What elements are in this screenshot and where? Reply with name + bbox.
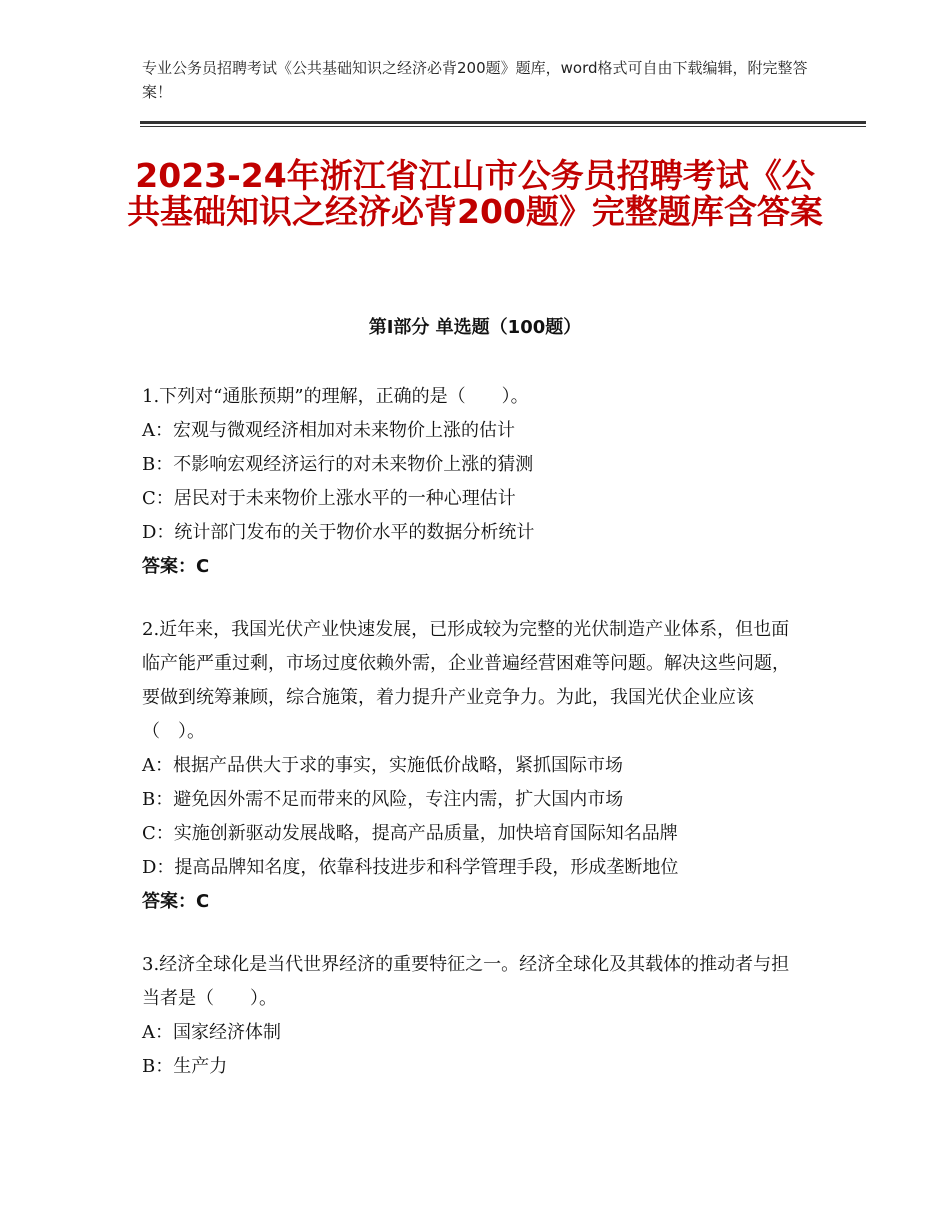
option-a: A：宏观与微观经济相加对未来物价上涨的估计 — [142, 420, 515, 441]
option-c: C：居民对于未来物价上涨水平的一种心理估计 — [142, 488, 516, 509]
option-d: D：统计部门发布的关于物价水平的数据分析统计 — [142, 522, 535, 543]
option-a: A：国家经济体制 — [142, 1022, 281, 1043]
question-3 — [142, 948, 802, 1084]
option-b: B：不影响宏观经济运行的对未来物价上涨的猜测 — [142, 454, 534, 475]
question-stem: 3.经济全球化是当代世界经济的重要特征之一。经济全球化及其载体的推动者与担当者是（ ）。 — [142, 954, 790, 1009]
question-2 — [142, 613, 802, 919]
document-title: 2023-24年浙江省江山市公务员招聘考试《公共基础知识之经济必背200题》完整题库含答案 — [127, 156, 823, 231]
option-b: B：生产力 — [142, 1056, 228, 1077]
header-divider-thick — [140, 121, 866, 124]
question-list — [142, 380, 802, 1113]
question-1 — [142, 380, 802, 584]
question-stem: 1.下列对“通胀预期”的理解，正确的是（ ）。 — [142, 386, 529, 407]
answer-line: 答案：C — [142, 556, 210, 577]
header-note: 专业公务员招聘考试《公共基础知识之经济必背200题》题库，word格式可自由下载编辑，附完整答案！ — [142, 59, 808, 101]
option-a: A：根据产品供大于求的事实，实施低价战略，紧抓国际市场 — [142, 755, 623, 776]
option-d: D：提高品牌知名度，依靠科技进步和科学管理手段，形成垄断地位 — [142, 857, 679, 878]
question-stem: 2.近年来，我国光伏产业快速发展，已形成较为完整的光伏制造产业体系，但也面临产能严重过剩，市场过度依赖外需，企业普遍经营困难等问题。解决这些问题，要做到统筹兼顾，综合施策，着力提升产业竞争力。为此，我国光伏企业应该（ ）。 — [142, 619, 790, 742]
option-c: C：实施创新驱动发展战略，提高产品质量，加快培育国际知名品牌 — [142, 823, 678, 844]
header-divider-thin — [140, 126, 866, 127]
option-b: B：避免因外需不足而带来的风险，专注内需，扩大国内市场 — [142, 789, 624, 810]
answer-line: 答案：C — [142, 891, 210, 912]
section-title: 第Ⅰ部分 单选题（100题） — [368, 317, 582, 338]
